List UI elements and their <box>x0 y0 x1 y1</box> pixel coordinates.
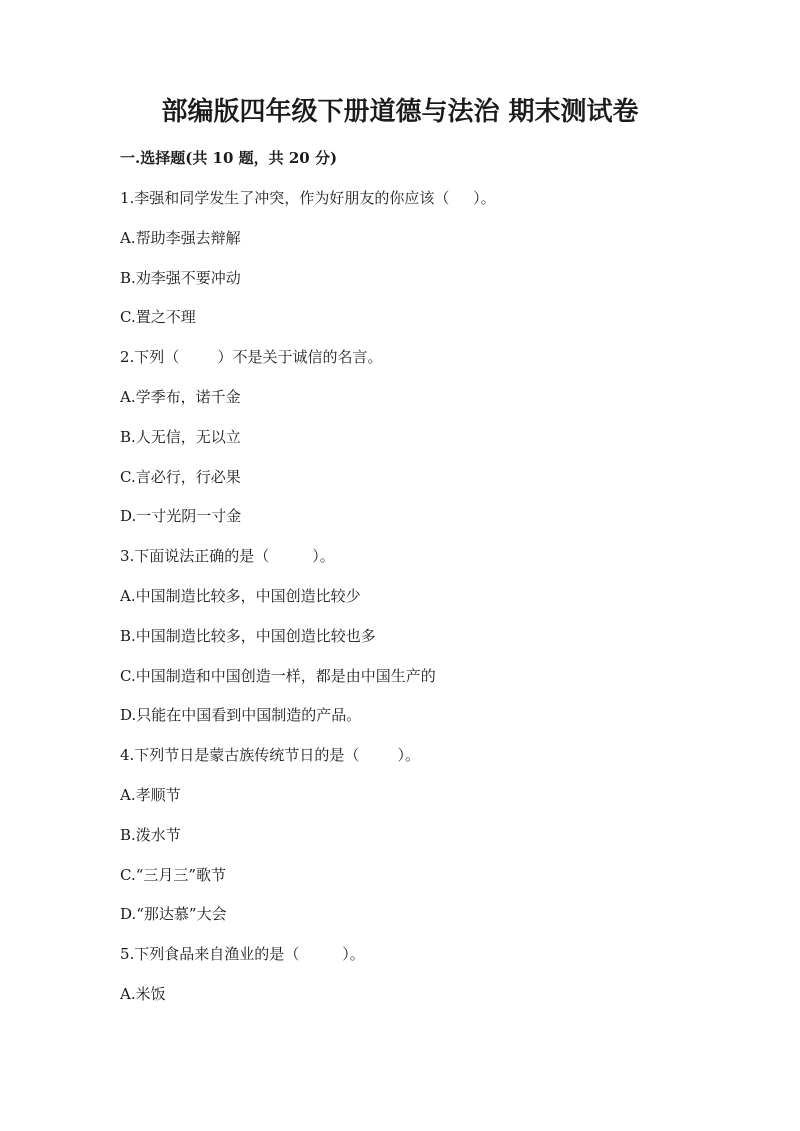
section-heading: 一.选择题(共 10 题，共 20 分) <box>120 149 338 167</box>
page-title: 部编版四年级下册道德与法治 期末测试卷 <box>161 97 639 127</box>
question-3-option-a: A.中国制造比较多，中国创造比较少 <box>120 586 361 605</box>
question-5-stem: 5.下列食品来自渔业的是（ ）。 <box>120 945 365 964</box>
question-2-stem: 2.下列（ ）不是关于诚信的名言。 <box>120 348 383 367</box>
question-1-option-a: A.帮助李强去辩解 <box>120 228 241 247</box>
question-4-option-d: D.“那达慕”大会 <box>120 905 227 924</box>
question-1-option-c: C.置之不理 <box>120 308 196 327</box>
question-3-stem: 3.下面说法正确的是（ ）。 <box>120 547 335 566</box>
question-4-stem: 4.下列节日是蒙古族传统节日的是（ ）。 <box>120 746 420 765</box>
question-list <box>120 186 720 1022</box>
question-3-option-b: B.中国制造比较多，中国创造比较也多 <box>120 626 376 645</box>
question-3-option-d: D.只能在中国看到中国制造的产品。 <box>120 706 362 725</box>
question-2-option-b: B.人无信，无以立 <box>120 427 241 446</box>
question-4-option-a: A.孝顺节 <box>120 785 181 804</box>
question-1-stem: 1.李强和同学发生了冲突，作为好朋友的你应该（ ）。 <box>120 189 496 207</box>
question-4-option-b: B.泼水节 <box>120 825 181 844</box>
question-2-option-a: A.学季布，诺千金 <box>120 387 241 406</box>
question-5-option-a: A.米饭 <box>120 984 166 1003</box>
question-2-option-d: D.一寸光阴一寸金 <box>120 507 242 526</box>
question-4-option-c: C.“三月三”歌节 <box>120 865 227 884</box>
question-2-option-c: C.言必行，行必果 <box>120 467 241 486</box>
question-3-option-c: C.中国制造和中国创造一样，都是由中国生产的 <box>120 666 436 685</box>
question-1-option-b: B.劝李强不要冲动 <box>120 268 241 287</box>
